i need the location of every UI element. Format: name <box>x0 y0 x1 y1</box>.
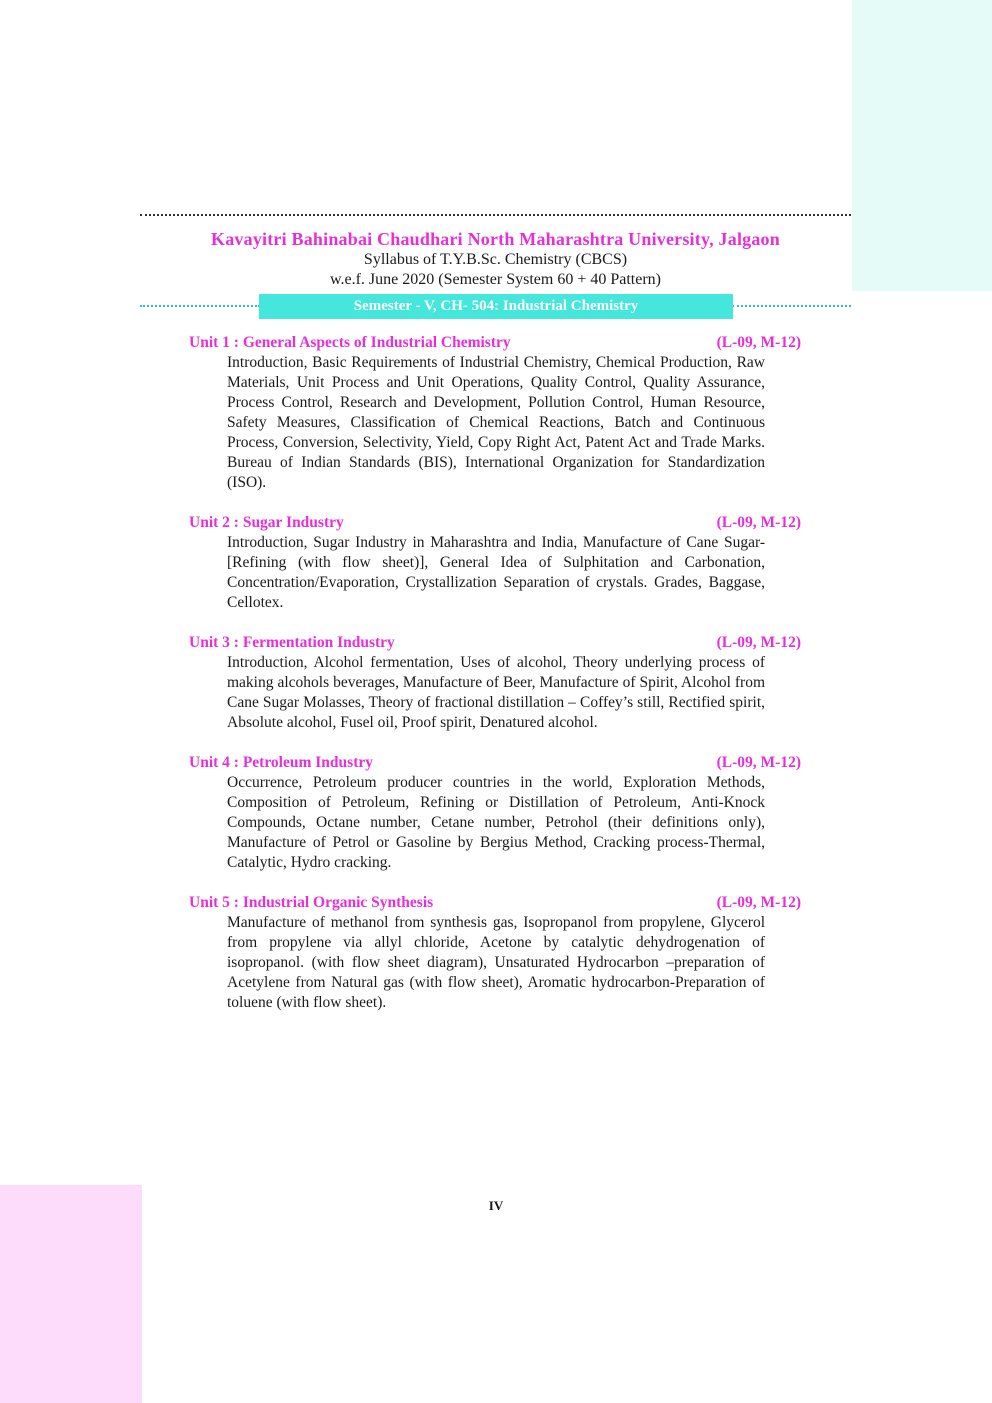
unit-description: Occurrence, Petroleum producer countries in the world, Exploration Methods, Composition of Petroleum, Refining or Distillation of Petroleum, Anti-Knock Compounds, Octane number, Cetane number, Petrohol (their definitions only), Manufacture of Petrol or Gasoline by Bergius Method, Cracking process-Thermal, Catalytic, Hydro cracking. <box>227 774 765 871</box>
unit-marks: (L-09, M-12) <box>716 754 801 771</box>
unit-heading <box>189 633 801 653</box>
unit-description: Introduction, Sugar Industry in Maharashtra and India, Manufacture of Cane Sugar-[Refining (with flow sheet)], General Idea of Sulphitation and Carbonation, Concentration/Evaporation, Crystallization Separation of crystals. Grades, Baggase, Cellotex. <box>227 534 765 611</box>
top-dotted-rule <box>140 214 851 216</box>
unit-title: Unit 2 : Sugar Industry <box>189 514 344 531</box>
unit-4 <box>189 753 801 873</box>
university-name: Kavayitri Bahinabai Chaudhari North Maharashtra University, Jalgaon <box>211 229 780 249</box>
unit-marks: (L-09, M-12) <box>716 894 801 911</box>
document-header <box>140 228 851 290</box>
banner-dotted-rule-left <box>140 305 260 307</box>
semester-banner: Semester - V, CH- 504: Industrial Chemistry <box>259 294 733 319</box>
unit-heading <box>189 753 801 773</box>
unit-marks: (L-09, M-12) <box>716 514 801 531</box>
corner-accent-pink <box>0 1185 142 1403</box>
unit-5 <box>189 893 801 1013</box>
syllabus-title: Syllabus of T.Y.B.Sc. Chemistry (CBCS) <box>363 251 628 268</box>
banner-dotted-rule-right <box>732 305 851 307</box>
unit-title: Unit 5 : Industrial Organic Synthesis <box>189 894 434 911</box>
unit-description: Manufacture of methanol from synthesis gas, Isopropanol from propylene, Glycerol from propylene via allyl chloride, Acetone by catalytic dehydrogenation of isopropanol. (with flow sheet diagram), Unsaturated Hydrocarbon –preparation of Acetylene from Natural gas (with flow sheet), Aromatic hydrocarbon-Preparation of toluene (with flow sheet). <box>227 914 765 1011</box>
unit-1 <box>189 333 801 493</box>
unit-description: Introduction, Alcohol fermentation, Uses of alcohol, Theory underlying process of making alcohols beverages, Manufacture of Beer, Manufacture of Spirit, Alcohol from Cane Sugar Molasses, Theory of fractional distillation – Coffey’s still, Rectified spirit, Absolute alcohol, Fusel oil, Proof spirit, Denatured alcohol. <box>227 654 765 731</box>
unit-heading <box>189 333 801 353</box>
corner-accent-cyan <box>852 0 992 291</box>
unit-heading <box>189 893 801 913</box>
unit-title: Unit 4 : Petroleum Industry <box>189 754 373 771</box>
unit-3 <box>189 633 801 733</box>
unit-title: Unit 1 : General Aspects of Industrial Chemistry <box>189 334 511 351</box>
unit-2 <box>189 513 801 613</box>
unit-title: Unit 3 : Fermentation Industry <box>189 634 395 651</box>
unit-marks: (L-09, M-12) <box>716 634 801 651</box>
units-list <box>189 333 801 1033</box>
unit-marks: (L-09, M-12) <box>716 334 801 351</box>
pattern-line: w.e.f. June 2020 (Semester System 60 + 40 Pattern) <box>329 271 662 288</box>
page-number: IV <box>488 1198 504 1213</box>
unit-description: Introduction, Basic Requirements of Industrial Chemistry, Chemical Production, Raw Materials, Unit Process and Unit Operations, Quality Control, Quality Assurance, Process Control, Research and Development, Pollution Control, Human Resource, Safety Measures, Classification of Chemical Reactions, Batch and Continuous Process, Conversion, Selectivity, Yield, Copy Right Act, Patent Act and Trade Marks. Bureau of Indian Standards (BIS), International Organization for Standardization (ISO). <box>227 354 765 491</box>
unit-heading <box>189 513 801 533</box>
